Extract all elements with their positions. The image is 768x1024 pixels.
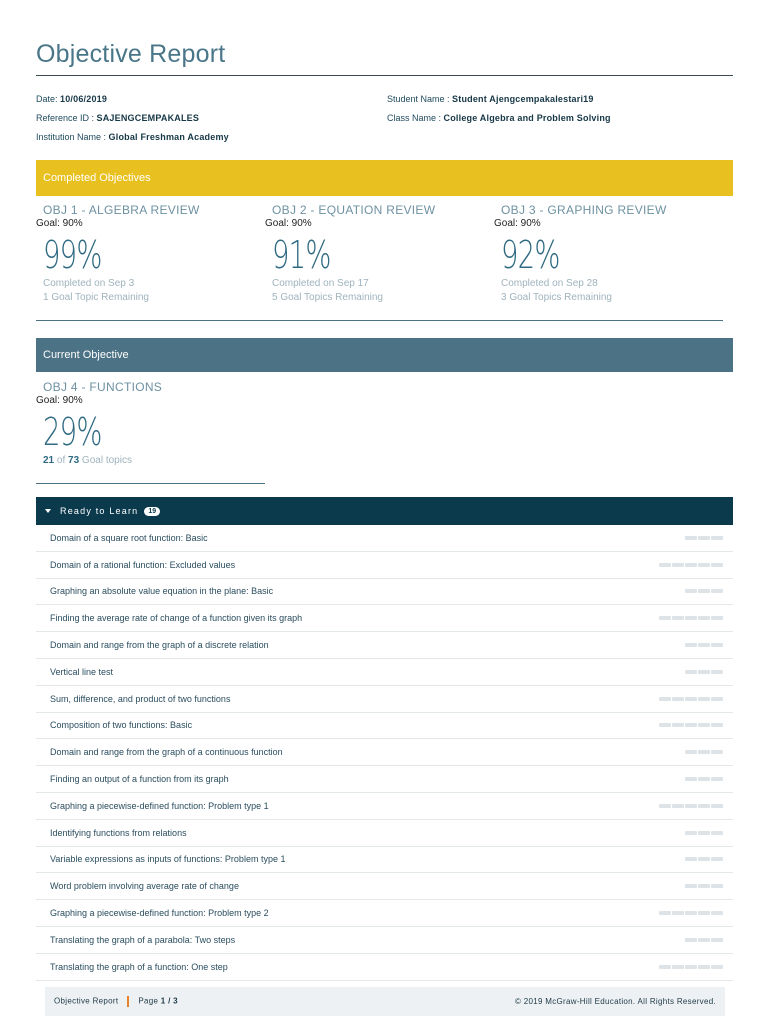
topic-row[interactable] (36, 927, 733, 954)
ready-to-learn-toggle[interactable] (36, 497, 733, 525)
progress-segment (698, 777, 710, 781)
progress-segment (659, 965, 671, 969)
progress-segment (698, 536, 710, 540)
topic-name: Finding the average rate of change of a function given its graph (50, 613, 303, 624)
topic-row[interactable] (36, 552, 733, 579)
progress-segment (698, 670, 710, 674)
date-value: 10/06/2019 (60, 94, 108, 104)
topics-total: 73 (68, 455, 80, 466)
topic-name: Vertical line test (50, 666, 114, 677)
progress-segment (698, 643, 710, 647)
topic-name: Word problem involving average rate of change (50, 881, 239, 892)
progress-segment (711, 777, 723, 781)
topic-progress-bars (685, 643, 723, 647)
topic-row[interactable] (36, 847, 733, 874)
topic-name: Identifying functions from relations (50, 827, 187, 838)
topic-name: Domain and range from the graph of a continuous function (50, 747, 283, 758)
topic-name: Variable expressions as inputs of functions: Problem type 1 (50, 854, 286, 865)
progress-segment (685, 536, 697, 540)
objective-card-2 (265, 203, 436, 305)
progress-segment (711, 857, 723, 861)
progress-segment (698, 831, 710, 835)
progress-segment (711, 750, 723, 754)
progress-segment (698, 723, 710, 727)
progress-segment (711, 831, 723, 835)
topic-name: Domain of a rational function: Excluded values (50, 559, 236, 570)
progress-segment (672, 697, 684, 701)
progress-segment (711, 697, 723, 701)
progress-segment (698, 857, 710, 861)
objective-completed-date: Completed on Sep 3 (43, 278, 135, 289)
progress-segment (685, 616, 697, 620)
footer-copyright: © 2019 McGraw-Hill Education. All Rights Reserved. (515, 997, 716, 1006)
objective-remaining: 3 Goal Topics Remaining (501, 292, 612, 303)
topic-row[interactable] (36, 820, 733, 847)
progress-segment (685, 884, 697, 888)
progress-segment (685, 589, 697, 593)
progress-segment (685, 804, 697, 808)
topic-name: Translating the graph of a function: One step (50, 961, 228, 972)
progress-segment (659, 911, 671, 915)
topic-progress-bars (685, 536, 723, 540)
progress-segment (659, 563, 671, 567)
progress-segment (659, 697, 671, 701)
progress-segment (685, 563, 697, 567)
ready-count-badge: 19 (144, 507, 160, 516)
progress-segment (711, 911, 723, 915)
progress-segment (659, 804, 671, 808)
page-title: Objective Report (36, 40, 226, 68)
progress-segment (659, 723, 671, 727)
class-value: College Algebra and Problem Solving (443, 113, 611, 123)
objective-title: OBJ 4 - FUNCTIONS (43, 380, 163, 394)
progress-segment (711, 965, 723, 969)
progress-segment (698, 884, 710, 888)
footer-page-value: 1 / 3 (160, 996, 178, 1006)
topic-progress-bars (685, 938, 723, 942)
ready-to-learn-label: Ready to Learn (60, 506, 139, 516)
topic-row[interactable] (36, 766, 733, 793)
institution-name (36, 132, 229, 142)
progress-segment (698, 697, 710, 701)
objective-remaining: 1 Goal Topic Remaining (43, 292, 149, 303)
topic-row[interactable] (36, 579, 733, 606)
progress-segment (698, 750, 710, 754)
progress-segment (659, 616, 671, 620)
footer-report-name: Objective Report (54, 996, 119, 1006)
footer-separator (127, 996, 129, 1007)
progress-segment (685, 911, 697, 915)
objective-completed-date: Completed on Sep 17 (272, 278, 369, 289)
progress-segment (711, 643, 723, 647)
objective-card-3 (494, 203, 667, 305)
topic-name: Graphing a piecewise-defined function: Problem type 2 (50, 908, 269, 919)
topic-progress-bars (685, 857, 723, 861)
student-name (387, 94, 594, 104)
progress-segment (711, 804, 723, 808)
topic-name: Domain and range from the graph of a discrete relation (50, 640, 269, 651)
objective-goal: Goal: 90% (36, 395, 83, 406)
topic-progress-bars (659, 616, 723, 620)
topic-row[interactable] (36, 793, 733, 820)
progress-segment (672, 804, 684, 808)
institution-label: Institution Name : (36, 132, 109, 142)
goal-topics-progress (43, 454, 162, 468)
topic-progress-bars (659, 697, 723, 701)
topic-row[interactable] (36, 873, 733, 900)
topic-progress-bars (659, 911, 723, 915)
objective-percent: 29% (43, 410, 102, 454)
topic-progress-bars (685, 750, 723, 754)
progress-segment (672, 723, 684, 727)
progress-segment (698, 616, 710, 620)
progress-segment (685, 777, 697, 781)
objective-percent: 92% (501, 233, 560, 277)
objective-title: OBJ 1 - ALGEBRA REVIEW (43, 203, 200, 217)
topic-name: Graphing an absolute value equation in the plane: Basic (50, 586, 274, 597)
topic-progress-bars (685, 670, 723, 674)
topic-progress-bars (659, 965, 723, 969)
progress-segment (711, 616, 723, 620)
progress-segment (685, 697, 697, 701)
current-divider (36, 483, 265, 484)
topics-done: 21 (43, 455, 55, 466)
topic-progress-bars (659, 804, 723, 808)
topics-of: of (54, 455, 69, 466)
date-label: Date: (36, 94, 61, 104)
ready-topic-list (36, 525, 733, 981)
progress-segment (672, 965, 684, 969)
objective-card-1 (36, 203, 200, 305)
completed-objectives-header: Completed Objectives (36, 160, 733, 196)
objective-title: OBJ 2 - EQUATION REVIEW (272, 203, 436, 217)
report-date (36, 94, 107, 104)
topic-progress-bars (685, 777, 723, 781)
topic-name: Translating the graph of a parabola: Two steps (50, 934, 236, 945)
progress-segment (672, 563, 684, 567)
topics-suffix: Goal topics (79, 455, 132, 466)
topic-name: Finding an output of a function from its graph (50, 774, 229, 785)
progress-segment (698, 563, 710, 567)
page-footer (45, 987, 725, 1016)
progress-segment (685, 643, 697, 647)
objective-goal: Goal: 90% (265, 218, 312, 229)
progress-segment (685, 831, 697, 835)
progress-segment (711, 670, 723, 674)
progress-segment (711, 536, 723, 540)
progress-segment (685, 965, 697, 969)
title-divider (36, 75, 733, 76)
footer-page-label: Page (138, 996, 161, 1006)
topic-row[interactable] (36, 686, 733, 713)
class-name (387, 113, 611, 123)
topic-name: Composition of two functions: Basic (50, 720, 193, 731)
progress-segment (685, 750, 697, 754)
institution-value: Global Freshman Academy (108, 132, 229, 142)
progress-segment (698, 804, 710, 808)
student-label: Student Name : (387, 94, 453, 104)
current-objective-header: Current Objective (36, 338, 733, 372)
progress-segment (672, 911, 684, 915)
topic-name: Sum, difference, and product of two functions (50, 693, 231, 704)
class-label: Class Name : (387, 113, 444, 123)
chevron-down-icon (45, 509, 51, 513)
topic-progress-bars (685, 884, 723, 888)
progress-segment (698, 911, 710, 915)
topic-row[interactable] (36, 632, 733, 659)
progress-segment (698, 589, 710, 593)
topic-progress-bars (685, 831, 723, 835)
objective-percent: 99% (43, 233, 102, 277)
objective-percent: 91% (272, 233, 331, 277)
reference-label: Reference ID : (36, 113, 97, 123)
reference-id (36, 113, 199, 123)
objective-completed-date: Completed on Sep 28 (501, 278, 598, 289)
progress-segment (685, 670, 697, 674)
topic-progress-bars (659, 563, 723, 567)
footer-left (54, 996, 178, 1007)
progress-segment (711, 723, 723, 727)
completed-divider (36, 320, 723, 321)
objective-title: OBJ 3 - GRAPHING REVIEW (501, 203, 667, 217)
topic-row[interactable] (36, 900, 733, 927)
progress-segment (711, 884, 723, 888)
progress-segment (698, 965, 710, 969)
progress-segment (711, 938, 723, 942)
reference-value: SAJENGCEMPAKALES (96, 113, 200, 123)
current-objective-card (36, 380, 163, 468)
objective-goal: Goal: 90% (36, 218, 83, 229)
topic-name: Domain of a square root function: Basic (50, 532, 208, 543)
progress-segment (711, 563, 723, 567)
topic-row[interactable] (36, 525, 733, 552)
topic-name: Graphing a piecewise-defined function: Problem type 1 (50, 800, 269, 811)
progress-segment (698, 938, 710, 942)
student-value: Student Ajengcempakalestari19 (452, 94, 594, 104)
topic-row[interactable] (36, 605, 733, 632)
objective-goal: Goal: 90% (494, 218, 541, 229)
progress-segment (685, 938, 697, 942)
topic-progress-bars (685, 589, 723, 593)
progress-segment (685, 857, 697, 861)
topic-progress-bars (659, 723, 723, 727)
topic-row[interactable] (36, 954, 733, 981)
objective-remaining: 5 Goal Topics Remaining (272, 292, 383, 303)
progress-segment (672, 616, 684, 620)
progress-segment (711, 589, 723, 593)
progress-segment (685, 723, 697, 727)
topic-row[interactable] (36, 659, 733, 686)
topic-row[interactable] (36, 739, 733, 766)
topic-row[interactable] (36, 713, 733, 740)
